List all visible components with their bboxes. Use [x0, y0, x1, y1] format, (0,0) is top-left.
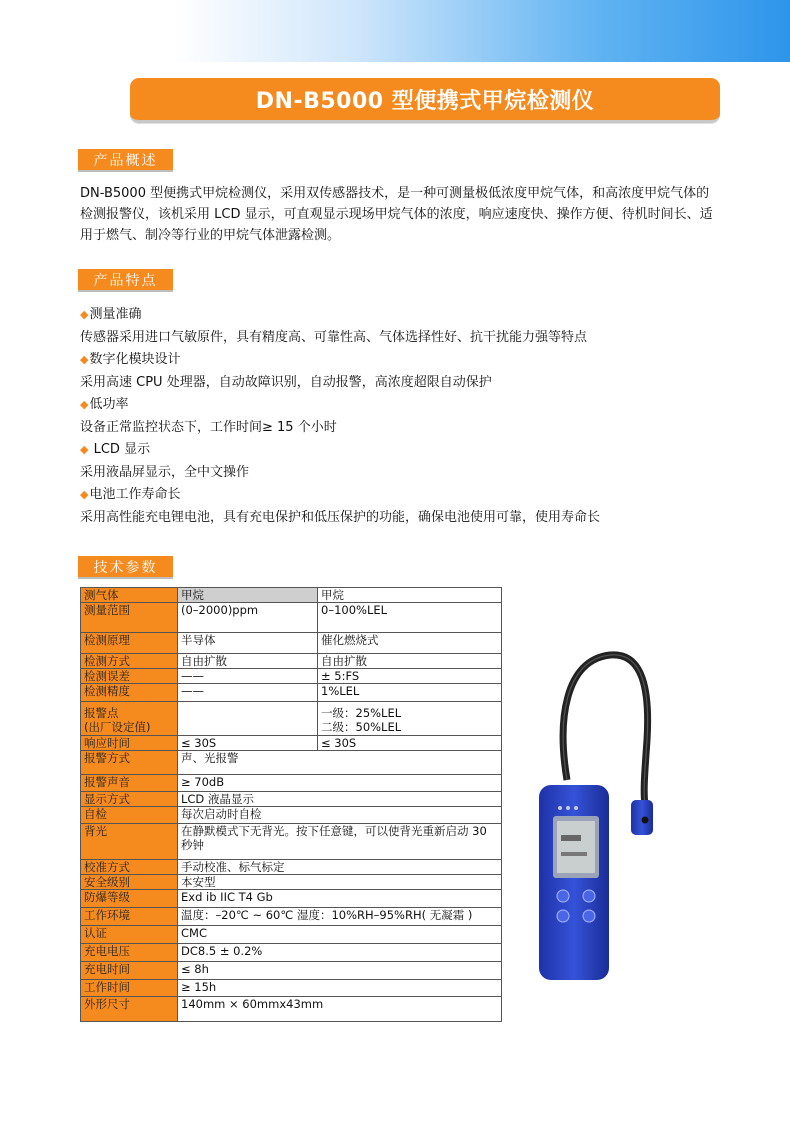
- spec-value: 温度：–20℃ ~ 60℃ 湿度：10%RH–95%RH( 无凝霜 ): [178, 908, 502, 926]
- table-row: [81, 875, 502, 890]
- section-tag-features: [78, 269, 173, 292]
- spec-key: 报警声音: [81, 775, 178, 792]
- table-row: [81, 792, 502, 807]
- spec-value: 声、光报警: [178, 751, 502, 775]
- spec-key: 安全级别: [81, 875, 178, 890]
- light-button-icon: [583, 910, 595, 922]
- indicator-led-icon: [574, 806, 578, 810]
- spec-key: 充电时间: [81, 962, 178, 980]
- table-row: [81, 962, 502, 980]
- table-row: [81, 890, 502, 908]
- spec-value: ≥ 70dB: [178, 775, 502, 792]
- table-row: [81, 588, 502, 603]
- feature-description: 传感器采用进口气敏原件，具有精度高、可靠性高、气体选择性好、抗干扰能力强等特点: [80, 329, 588, 345]
- gas-detector-device-image: [535, 640, 655, 980]
- section-label-features: 产品特点: [93, 272, 158, 289]
- overview-line: 用于燃气、制冷等行业的甲烷气体泄露检测。: [80, 228, 341, 243]
- power-button-icon: [557, 890, 569, 902]
- spec-value: [178, 702, 318, 736]
- spec-key-line: 报警点: [84, 706, 119, 720]
- spec-value: 1%LEL: [318, 684, 502, 702]
- spec-value: ≤ 30S: [178, 736, 318, 751]
- spec-value: 甲烷: [318, 588, 502, 603]
- table-row: [81, 654, 502, 669]
- feature-title: ◆电池工作寿命长: [80, 487, 181, 502]
- spec-table: [80, 587, 502, 1022]
- feature-title: ◆ LCD 显示: [80, 442, 151, 457]
- spec-key: 响应时间: [81, 736, 178, 751]
- diamond-bullet-icon: ◆: [80, 353, 89, 366]
- spec-value: LCD 液晶显示: [178, 792, 502, 807]
- spec-value: [318, 702, 502, 736]
- overview-line: 检测报警仪，该机采用 LCD 显示，可直观显示现场甲烷气体的浓度，响应速度快、操作方便、待机时间长、适: [80, 207, 713, 222]
- spec-value: 本安型: [178, 875, 502, 890]
- spec-key: 防爆等级: [81, 890, 178, 908]
- spec-value: 自由扩散: [318, 654, 502, 669]
- table-row: [81, 860, 502, 875]
- table-row: [81, 751, 502, 775]
- spec-key: 检测精度: [81, 684, 178, 702]
- spec-key: 检测方式: [81, 654, 178, 669]
- feature-description: 设备正常监控状态下，工作时间≥ 15 个小时: [80, 419, 337, 435]
- spec-key: 自检: [81, 807, 178, 824]
- spec-value: Exd ib IIC T4 Gb: [178, 890, 502, 908]
- indicator-led-icon: [558, 806, 562, 810]
- spec-key: 认证: [81, 926, 178, 944]
- spec-key: 工作时间: [81, 980, 178, 997]
- spec-key: [81, 702, 178, 736]
- spec-value: ——: [178, 684, 318, 702]
- spec-key: 显示方式: [81, 792, 178, 807]
- spec-value: ≤ 30S: [318, 736, 502, 751]
- top-gradient-band: [0, 0, 790, 62]
- page-title: DN-B5000 型便携式甲烷检测仪: [255, 88, 595, 114]
- table-row: [81, 997, 502, 1022]
- spec-value: 催化燃烧式: [318, 633, 502, 654]
- diamond-bullet-icon: ◆: [80, 308, 89, 321]
- spec-value: CMC: [178, 926, 502, 944]
- spec-key: 背光: [81, 824, 178, 860]
- spec-key: 校准方式: [81, 860, 178, 875]
- spec-key: 测气体: [81, 588, 178, 603]
- spec-value: 手动校准、标气标定: [178, 860, 502, 875]
- sensor-probe: [631, 800, 653, 835]
- spec-key: 测量范围: [81, 603, 178, 633]
- table-row: [81, 926, 502, 944]
- spec-value: 0–100%LEL: [318, 603, 502, 633]
- spec-value: 自由扩散: [178, 654, 318, 669]
- mode-button-icon: [557, 910, 569, 922]
- table-row: [81, 944, 502, 962]
- device-lcd-screen: [557, 821, 595, 873]
- enter-button-icon: [583, 890, 595, 902]
- device-body: [539, 785, 609, 980]
- feature-title: ◆测量准确: [80, 307, 142, 322]
- diamond-bullet-icon: ◆: [80, 488, 89, 501]
- feature-description: 采用高速 CPU 处理器，自动故障识别，自动报警，高浓度超限自动保护: [80, 374, 492, 390]
- spec-key: 外形尺寸: [81, 997, 178, 1022]
- overview-line: DN-B5000 型便携式甲烷检测仪，采用双传感器技术，是一种可测量极低浓度甲烷气体，和高浓度甲烷气体的: [80, 186, 710, 201]
- section-tag-overview: [78, 149, 173, 172]
- spec-key: 检测原理: [81, 633, 178, 654]
- table-row: [81, 807, 502, 824]
- feature-description: 采用高性能充电锂电池，具有充电保护和低压保护的功能，确保电池使用可靠，使用寿命长: [80, 509, 601, 525]
- spec-key-line: (出厂设定值): [84, 720, 151, 734]
- spec-key: 工作环境: [81, 908, 178, 926]
- overview-paragraph: [80, 183, 760, 246]
- table-row: [81, 824, 502, 860]
- spec-value: 140mm × 60mmx43mm: [178, 997, 502, 1022]
- diamond-bullet-icon: ◆: [80, 398, 89, 411]
- table-row: [81, 980, 502, 997]
- spec-key: 报警方式: [81, 751, 178, 775]
- spec-value: ± 5:FS: [318, 669, 502, 684]
- feature-title: ◆数字化模块设计: [80, 352, 181, 367]
- spec-value-line: 一级：25%LEL: [321, 706, 402, 720]
- indicator-led-icon: [566, 806, 570, 810]
- diamond-bullet-icon: ◆: [80, 443, 89, 456]
- table-row: [81, 908, 502, 926]
- table-row: [81, 775, 502, 792]
- spec-key: 检测误差: [81, 669, 178, 684]
- spec-key: 充电电压: [81, 944, 178, 962]
- spec-value: ≤ 8h: [178, 962, 502, 980]
- table-row: [81, 633, 502, 654]
- spec-value: 甲烷: [178, 588, 318, 603]
- spec-value: 在静默模式下无背光。按下任意键，可以使背光重新启动 30 秒钟: [178, 824, 502, 860]
- table-row: [81, 669, 502, 684]
- spec-value: (0–2000)ppm: [178, 603, 318, 633]
- table-row: [81, 702, 502, 736]
- table-row: [81, 684, 502, 702]
- features-list: [80, 304, 760, 529]
- spec-value: 每次启动时自检: [178, 807, 502, 824]
- spec-value-line: 二级：50%LEL: [321, 720, 402, 734]
- feature-description: 采用液晶屏显示，全中文操作: [80, 464, 250, 480]
- spec-value: ≥ 15h: [178, 980, 502, 997]
- gooseneck-highlight: [563, 655, 647, 805]
- title-banner: [130, 78, 720, 123]
- section-label-specs: 技术参数: [93, 559, 158, 576]
- spec-value: 半导体: [178, 633, 318, 654]
- section-label-overview: 产品概述: [93, 152, 158, 169]
- table-row: [81, 603, 502, 633]
- spec-value: ——: [178, 669, 318, 684]
- feature-title: ◆低功率: [80, 397, 129, 412]
- sensor-hole: [642, 817, 649, 824]
- spec-value: DC8.5 ± 0.2%: [178, 944, 502, 962]
- section-tag-specs: [78, 556, 173, 579]
- table-row: [81, 736, 502, 751]
